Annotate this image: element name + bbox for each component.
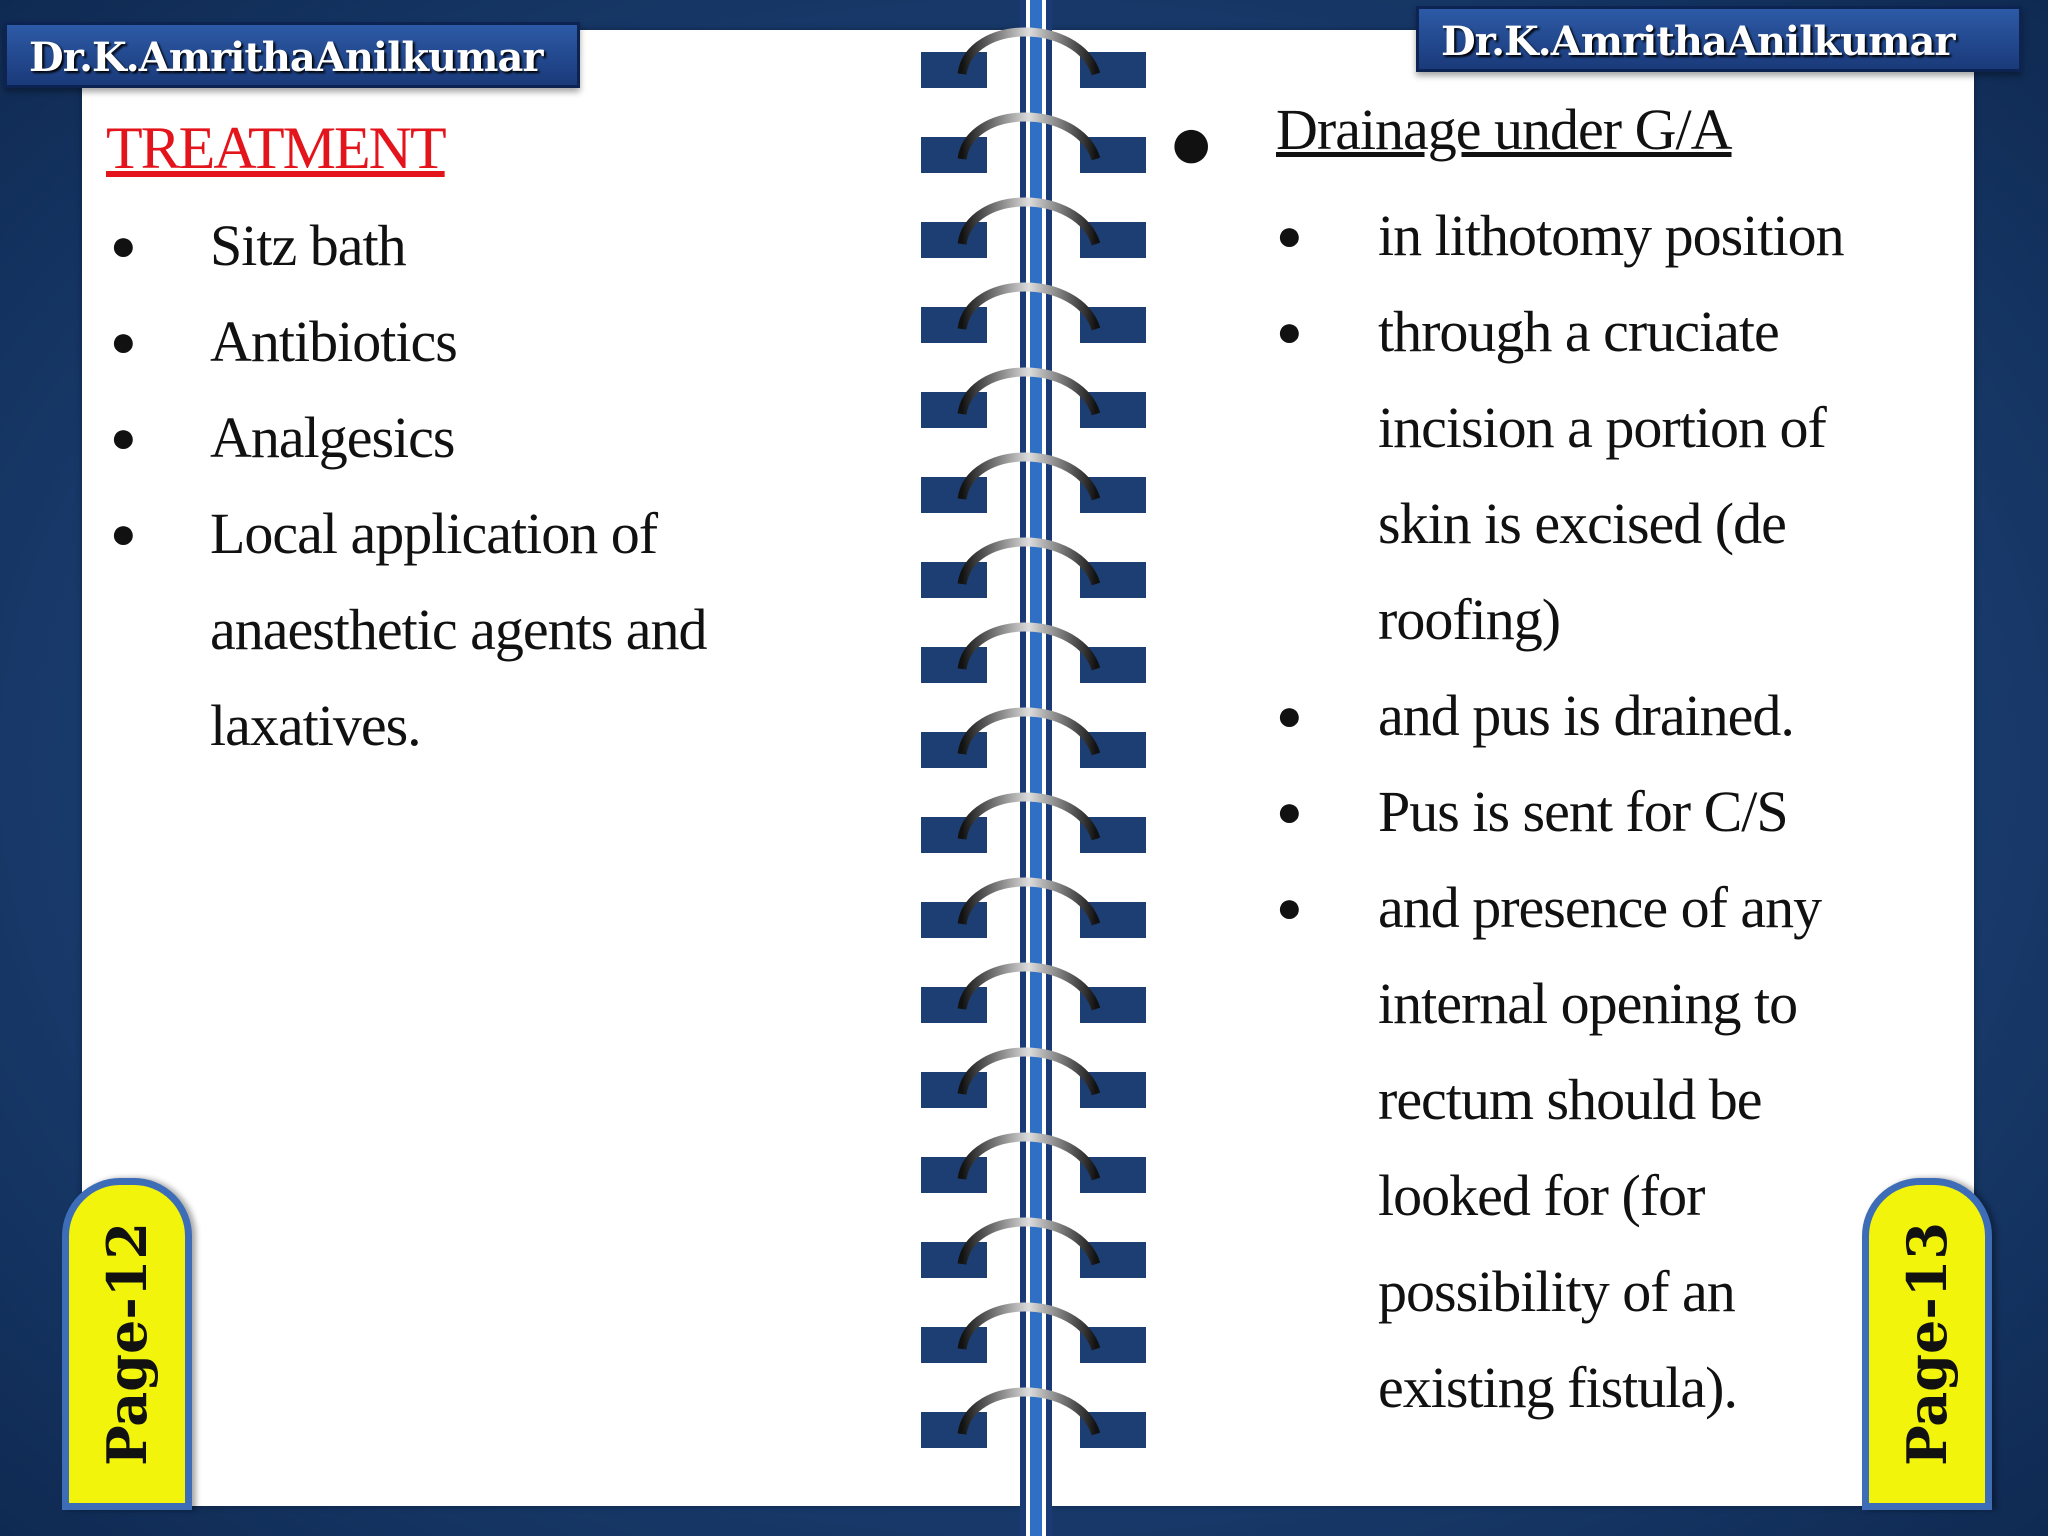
list-item: ● through a cruciate incision a portion of skin is excised (de roofing) bbox=[1378, 284, 1898, 668]
binding-hole-left bbox=[921, 817, 987, 853]
drainage-list bbox=[1276, 188, 1898, 1436]
bullet-dot-icon: ● bbox=[1276, 691, 1302, 740]
binding-hole-left bbox=[921, 307, 987, 343]
binding-hole-left bbox=[921, 902, 987, 938]
treatment-heading: TREATMENT bbox=[106, 115, 445, 181]
binding-hole-left bbox=[921, 1242, 987, 1278]
bullet-dot-icon: ● bbox=[110, 221, 136, 270]
binding-hole-left bbox=[921, 392, 987, 428]
list-item: ● Pus is sent for C/S bbox=[1378, 764, 1898, 860]
author-tab-left: Dr.K.AmrithaAnilkumar bbox=[4, 22, 580, 88]
bullet-dot-icon: ● bbox=[110, 317, 136, 366]
binding-hole-left bbox=[921, 732, 987, 768]
bullet-dot-icon: ● bbox=[1276, 883, 1302, 932]
binding-hole-left bbox=[921, 137, 987, 173]
binding-hole-left bbox=[921, 987, 987, 1023]
list-item: ● and pus is drained. bbox=[1378, 668, 1898, 764]
binding-hole-left bbox=[921, 1327, 987, 1363]
list-item: ● and presence of any internal opening to rectum should be looked for (for possibility of an existing fistula). bbox=[1378, 860, 1898, 1436]
list-item: ● Analgesics bbox=[210, 390, 810, 486]
bullet-dot-icon: ● bbox=[1276, 787, 1302, 836]
binding-hole-left bbox=[921, 1072, 987, 1108]
page-number-tab-right: Page-13 bbox=[1862, 1178, 1992, 1510]
binding-hole-left bbox=[921, 647, 987, 683]
list-item: ● in lithotomy position bbox=[1378, 188, 1898, 284]
list-item: ● Local application of anaesthetic agents and laxatives. bbox=[210, 486, 810, 774]
binding-hole-left bbox=[921, 222, 987, 258]
binding-hole-left bbox=[921, 52, 987, 88]
bullet-dot-icon: ● bbox=[1172, 118, 1211, 169]
bullet-dot-icon: ● bbox=[1276, 307, 1302, 356]
binding-hole-left bbox=[921, 477, 987, 513]
drainage-heading: Drainage under G/A bbox=[1276, 97, 1732, 162]
bullet-dot-icon: ● bbox=[110, 413, 136, 462]
binding-hole-left bbox=[921, 1412, 987, 1448]
page-number-tab-left: Page-12 bbox=[62, 1178, 192, 1510]
bullet-dot-icon: ● bbox=[1276, 211, 1302, 260]
list-item: ● Sitz bath bbox=[210, 198, 810, 294]
bullet-dot-icon: ● bbox=[110, 509, 136, 558]
spiral-binding bbox=[918, 0, 1178, 1536]
binding-hole-left bbox=[921, 1157, 987, 1193]
binding-hole-left bbox=[921, 562, 987, 598]
treatment-list bbox=[110, 198, 810, 774]
list-item: ● Antibiotics bbox=[210, 294, 810, 390]
author-tab-right: Dr.K.AmrithaAnilkumar bbox=[1416, 6, 2022, 72]
